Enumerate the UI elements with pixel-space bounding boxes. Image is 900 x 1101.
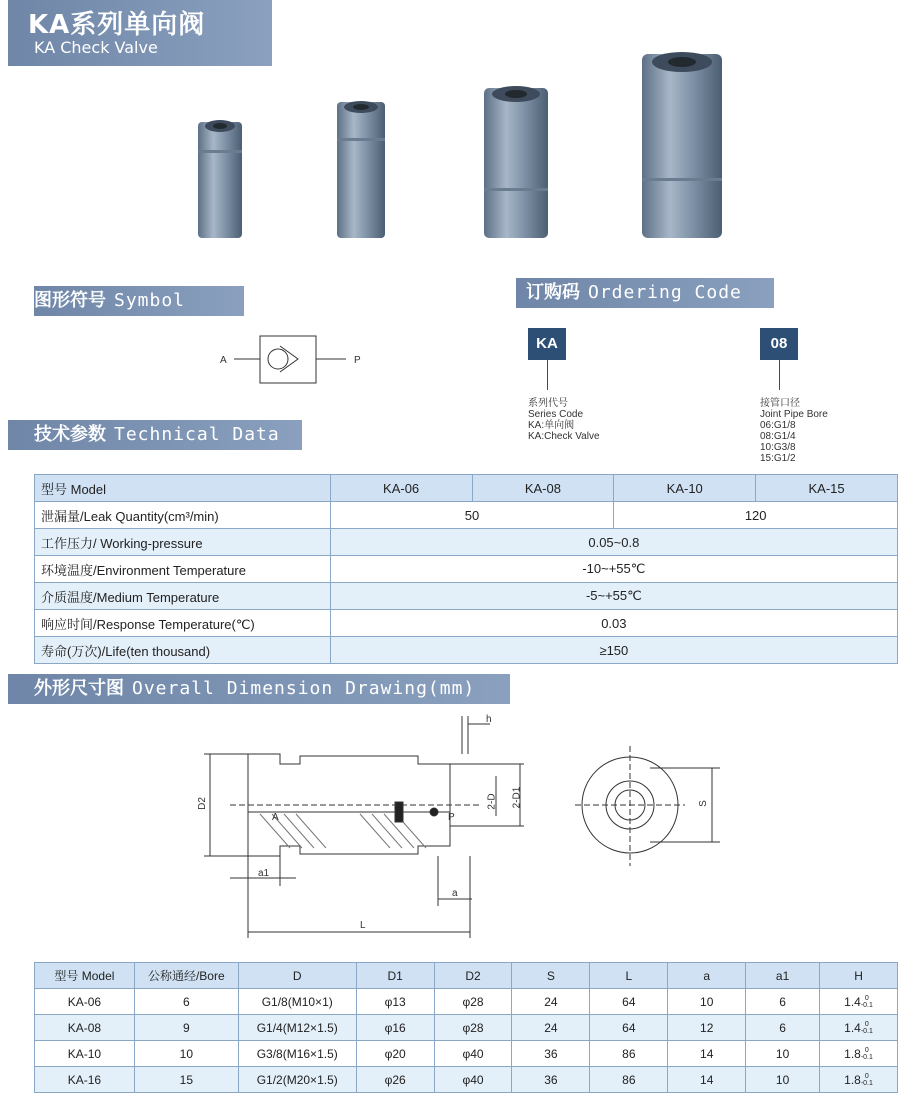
ordering-code-series-line [547,360,548,390]
symbol-title-en: Symbol [114,290,186,311]
symbol-port-p: P [354,355,361,366]
desc-line: 系列代号 [528,398,568,409]
technical-title-en: Technical Data [114,424,280,445]
table-cell: 10 [746,1067,820,1093]
row-label: 介质温度/Medium Temperature [35,583,331,610]
table-cell: 120 [614,502,898,529]
table-cell: 6 [746,989,820,1015]
row-label: 泄漏量/Leak Quantity(cm³/min) [35,502,331,529]
valve-photo-ka06 [198,120,242,238]
tolerance-lower: -0.1 [860,1079,873,1087]
ordering-title-cn: 订购码 [526,282,580,303]
symbol-port-a: A [220,355,227,366]
table-row [35,502,898,529]
desc-line: 15:G1/2 [760,453,796,464]
table-cell: 10 [134,1041,238,1067]
table-header-row [35,475,898,502]
table-cell: φ40 [434,1067,512,1093]
table-cell: φ40 [434,1041,512,1067]
valve-photo-ka08 [337,101,385,238]
table-cell [820,1067,898,1093]
table-cell: 64 [590,1015,668,1041]
technical-title-cn: 技术参数 [34,424,106,445]
row-label: 响应时间/Response Temperature(℃) [35,610,331,637]
table-cell: 24 [512,989,590,1015]
table-cell: 14 [668,1041,746,1067]
table-cell: KA-16 [35,1067,135,1093]
valve-photo-ka10 [484,86,548,238]
table-cell: G1/4(M12×1.5) [238,1015,356,1041]
ordering-title-en: Ordering Code [588,282,742,303]
table-row [35,583,898,610]
technical-data-table [34,474,898,664]
table-cell: 86 [590,1041,668,1067]
h-value: 1.8 [844,1072,861,1087]
header-cell: D1 [356,963,434,989]
h-tolerance [861,995,873,1009]
header-cell: S [512,963,590,989]
table-row [35,1067,898,1093]
header-cell: H [820,963,898,989]
product-photos [180,50,740,250]
tolerance-upper: 0 [864,1046,869,1054]
header-cell: KA-15 [756,475,898,502]
desc-line: 08:G1/4 [760,431,796,442]
ordering-code-bore-desc [760,398,828,464]
dimension-title-en: Overall Dimension Drawing(mm) [132,678,476,699]
desc-line: KA:Check Valve [528,431,600,442]
ordering-code-bore-box: 08 [760,328,798,360]
tolerance-upper: 0 [864,994,869,1002]
table-cell: 14 [668,1067,746,1093]
table-cell: 0.03 [330,610,897,637]
table-cell: KA-10 [35,1041,135,1067]
table-cell: φ28 [434,989,512,1015]
desc-line: 06:G1/8 [760,420,796,431]
label-s: S [697,800,709,807]
label-2d1: 2-D1 [511,786,523,809]
page-title: KA系列单向阀 [28,10,206,40]
page-subtitle: KA Check Valve [34,38,158,57]
table-cell: -5~+55℃ [330,583,897,610]
table-cell [820,1015,898,1041]
valve-photo-ka15 [642,52,722,238]
label-p-port: P [448,812,455,823]
table-cell: 9 [134,1015,238,1041]
symbol-title-cn: 图形符号 [34,290,106,311]
h-tolerance [861,1073,873,1087]
table-row [35,1015,898,1041]
header-cell: L [590,963,668,989]
label-h: h [486,714,492,725]
dimension-drawing [190,706,730,956]
h-value: 1.4 [844,994,861,1009]
table-cell: KA-08 [35,1015,135,1041]
table-cell: G1/8(M10×1) [238,989,356,1015]
table-cell: G3/8(M16×1.5) [238,1041,356,1067]
desc-line: Joint Pipe Bore [760,409,828,420]
table-cell: φ20 [356,1041,434,1067]
tolerance-upper: 0 [864,1020,869,1028]
header-cell: 型号 Model [35,475,331,502]
ordering-code-series-box: KA [528,328,566,360]
header-cell: a1 [746,963,820,989]
tolerance-lower: -0.1 [860,1001,873,1009]
h-value: 1.8 [844,1046,861,1061]
table-cell: 15 [134,1067,238,1093]
table-cell [820,989,898,1015]
header-cell: KA-10 [614,475,756,502]
header-cell: D [238,963,356,989]
table-row [35,1041,898,1067]
table-cell: 12 [668,1015,746,1041]
ordering-section-header [516,278,774,308]
table-cell: 86 [590,1067,668,1093]
ordering-code-bore-line [779,360,780,390]
header-cell: KA-08 [472,475,614,502]
label-a1: a1 [258,868,270,879]
table-cell: 10 [746,1041,820,1067]
label-a: a [452,888,458,899]
header-cell: 型号 Model [35,963,135,989]
tolerance-lower: -0.1 [860,1053,873,1061]
table-cell: 24 [512,1015,590,1041]
table-row [35,556,898,583]
header-cell: KA-06 [330,475,472,502]
label-l: L [360,920,366,931]
header-cell: D2 [434,963,512,989]
dimension-table [34,962,898,1093]
ordering-code-series-desc [528,398,600,442]
table-cell: ≥150 [330,637,897,664]
h-tolerance [861,1021,873,1035]
table-row [35,610,898,637]
table-row [35,529,898,556]
row-label: 环境温度/Environment Temperature [35,556,331,583]
desc-line: 接管口径 [760,398,800,409]
header-cell: 公称通经/Bore [134,963,238,989]
table-cell: 6 [746,1015,820,1041]
row-label: 工作压力/ Working-pressure [35,529,331,556]
table-cell: φ26 [356,1067,434,1093]
row-label: 寿命(万次)/Life(ten thousand) [35,637,331,664]
h-value: 1.4 [844,1020,861,1035]
dimension-title-cn: 外形尺寸图 [34,678,124,699]
table-cell: -10~+55℃ [330,556,897,583]
tolerance-lower: -0.1 [860,1027,873,1035]
table-cell: 6 [134,989,238,1015]
table-cell: 36 [512,1041,590,1067]
table-cell: KA-06 [35,989,135,1015]
desc-line: KA:单向阀 [528,420,575,431]
table-cell: 64 [590,989,668,1015]
dimension-section-header [8,674,510,704]
tolerance-upper: 0 [864,1072,869,1080]
table-cell: 10 [668,989,746,1015]
header-cell: a [668,963,746,989]
table-cell: φ28 [434,1015,512,1041]
table-header-row [35,963,898,989]
table-cell: φ13 [356,989,434,1015]
table-cell [820,1041,898,1067]
h-tolerance [861,1047,873,1061]
desc-line: Series Code [528,409,584,420]
table-row [35,989,898,1015]
desc-line: 10:G3/8 [760,442,796,453]
label-a-port: A [272,812,279,823]
check-valve-symbol [214,330,374,390]
label-d2: D2 [196,797,208,810]
table-cell: 50 [330,502,614,529]
technical-section-header [8,420,302,450]
table-row [35,637,898,664]
table-cell: φ16 [356,1015,434,1041]
table-cell: G1/2(M20×1.5) [238,1067,356,1093]
table-cell: 36 [512,1067,590,1093]
symbol-section-header [34,286,244,316]
table-cell: 0.05~0.8 [330,529,897,556]
label-2d: 2-D [486,793,498,810]
